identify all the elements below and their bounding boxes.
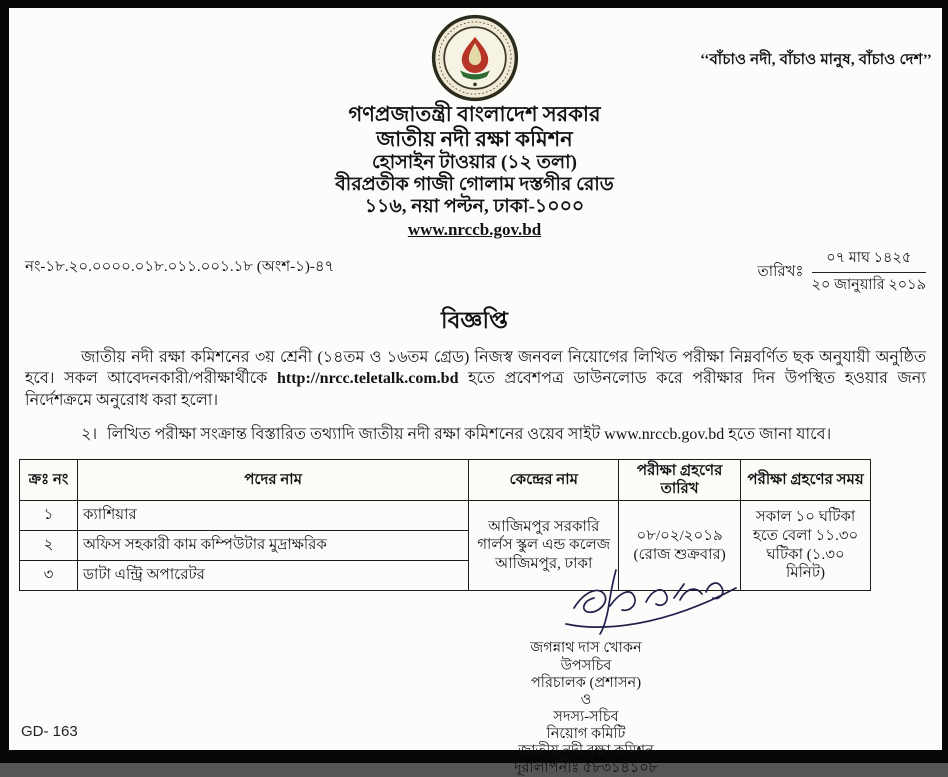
building-address: হোসাইন টাওয়ার (১২ তলা) [372, 151, 577, 173]
teletalk-url: http://nrcc.teletalk.com.bd [277, 370, 459, 388]
committee-text: নিয়োগ কমিটি [546, 725, 626, 742]
table-row [20, 501, 871, 531]
exam-time-cell: সকাল ১০ ঘটিকা হতে বেলা ১১.৩০ ঘটিকা (১.৩০ মিনিট) [741, 501, 871, 591]
letterhead [19, 102, 930, 240]
handwritten-signature [554, 558, 744, 650]
form-code: GD- 163 [21, 723, 78, 740]
signatory-designation: উপসচিব [560, 657, 612, 674]
post-name-cell: ক্যাশিয়ার [77, 501, 468, 531]
signatory-block [455, 640, 717, 777]
date-bangla: ০৭ মাঘ ১৪২৫ [812, 247, 926, 273]
paragraph-2 [19, 424, 930, 446]
notice-title: বিজ্ঞপ্তি [441, 307, 508, 333]
serial-cell: ৩ [20, 561, 78, 591]
exam-center-cell: আজিমপুর সরকারি গার্লস স্কুল এন্ড কলেজ আজিমপুর, ঢাকা [469, 501, 619, 591]
paragraph-2-number: ২। [81, 425, 98, 443]
slogan-text: ‘‘বাঁচাও নদী, বাঁচাও মানুষ, বাঁচাও দেশ’’ [700, 52, 932, 68]
paragraph-2-text: লিখিত পরীক্ষা সংক্রান্ত বিস্তারিত তথ্যাদি জাতীয় নদী রক্ষা কমিশনের ওয়েব সাইট [107, 425, 605, 443]
document-content [9, 8, 942, 776]
column-header-time: পরীক্ষা গ্রহণের সময় [741, 460, 871, 501]
exam-date-cell: ০৮/০২/২০১৯ (রোজ শুক্রবার) [619, 501, 741, 591]
date-stack [812, 247, 926, 298]
reference-row [19, 247, 930, 298]
date-gregorian: ২০ জানুয়ারি ২০১৯ [811, 276, 926, 293]
serial-cell: ১ [20, 501, 78, 531]
commission-name: জাতীয় নদী রক্ষা কমিশন [376, 126, 573, 151]
signatory-name: জগন্নাথ দাস খোকন [530, 640, 642, 656]
column-header-date: পরীক্ষা গ্রহণের তারিখ [619, 460, 741, 501]
paragraph-2-rest: হতে জানা যাবে। [724, 425, 832, 443]
organization-text: জাতীয় নদী রক্ষা কমিশন [518, 742, 654, 759]
post-name-cell: অফিস সহকারী কাম কম্পিউটার মুদ্রাক্ষরিক [77, 531, 468, 561]
memo-number: নং-১৮.২০.০০০০.০১৮.০১১.০০১.১৮ (অংশ-১)-৪৭ [25, 258, 335, 275]
city-address: ১১৬, নয়া পল্টন, ঢাকা-১০০০ [364, 196, 585, 218]
date-label: তারিখঃ [757, 263, 804, 280]
paragraph-1 [19, 347, 930, 412]
government-seal-icon [431, 14, 519, 102]
column-header-center: কেন্দ্রের নাম [469, 460, 619, 501]
column-header-serial: ক্রঃ নং [20, 460, 78, 501]
post-name-cell: ডাটা এন্ট্রি অপারেটর [77, 561, 468, 591]
table-header-row [20, 460, 871, 501]
signatory-role: পরিচালক (প্রশাসন) [530, 674, 642, 691]
paragraph-1-text: জাতীয় নদী রক্ষা কমিশনের ৩য় শ্রেনী (১৪তম ও ১৬তম গ্রেড) নিজস্ব জনবল নিয়োগের লিখিত পরীক্ষা নিম্নবর্ণিত ছক অনুযায়ী অনুষ্ঠিত হবে। সকল আবেদনকারী/পরীক্ষার্থীকে [25, 348, 926, 388]
serial-cell: ২ [20, 531, 78, 561]
conjunction-text: ও [580, 691, 592, 708]
paragraph-1-rest: হতে প্রবেশপত্র ডাউনলোড করে পরীক্ষার দিন উপস্থিত হওয়ার জন্য নির্দেশক্রমে অনুরোধ করা হলো। [25, 370, 926, 409]
website-url: www.nrccb.gov.bd [407, 219, 542, 239]
column-header-post: পদের নাম [77, 460, 468, 501]
government-name: গণপ্রজাতন্ত্রী বাংলাদেশ সরকার [348, 102, 601, 126]
road-address: বীরপ্রতীক গাজী গোলাম দস্তগীর রোড [335, 173, 614, 195]
commission-website-url: www.nrccb.gov.bd [604, 425, 725, 443]
member-secretary-text: সদস্য-সচিব [553, 708, 619, 725]
date-block [758, 247, 926, 298]
phone-number: দূরালাপনীঃ ৫৮৩১৪১০৮ [513, 759, 659, 776]
